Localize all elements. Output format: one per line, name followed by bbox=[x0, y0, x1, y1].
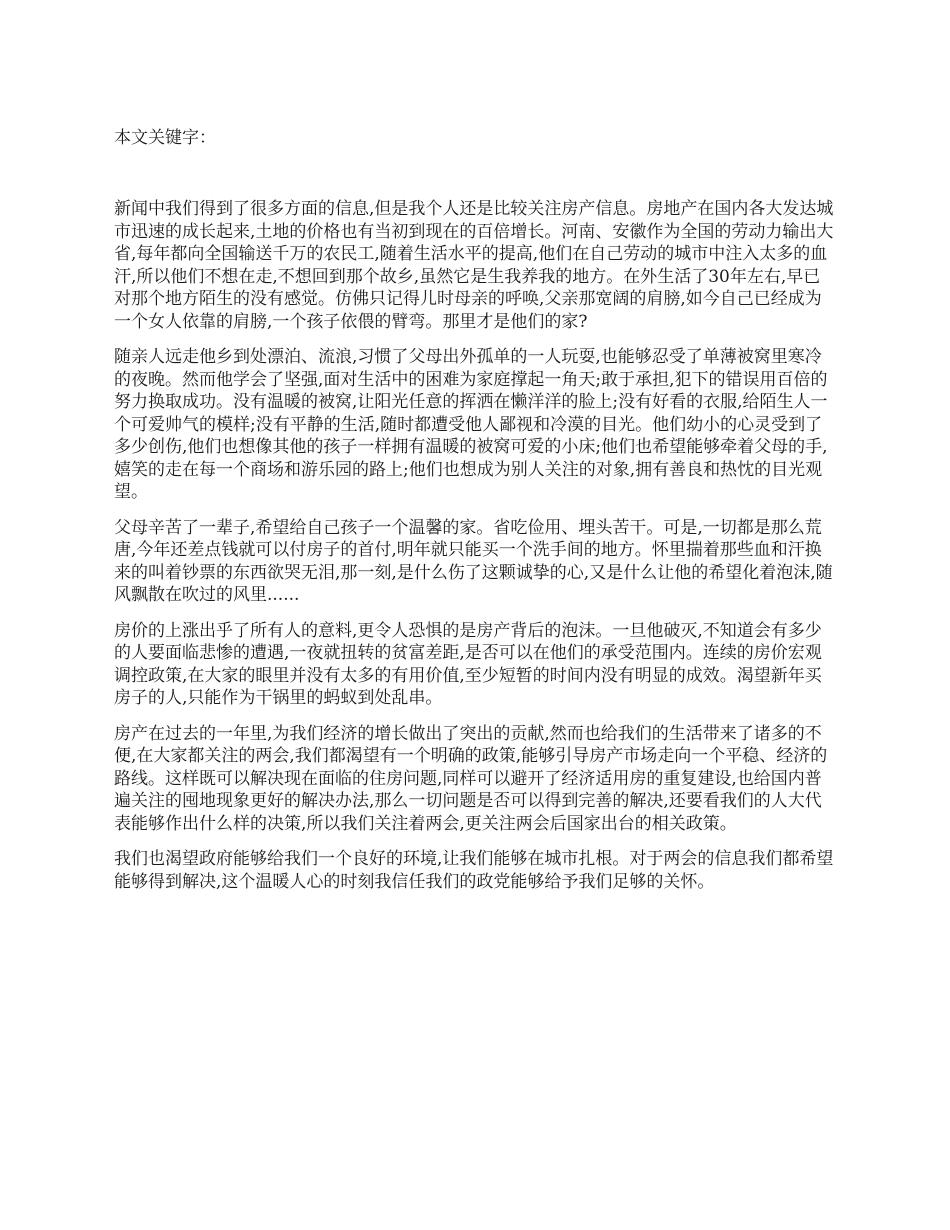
paragraph: 随亲人远走他乡到处漂泊、流浪,习惯了父母出外孤单的一人玩耍,也能够忍受了单薄被窝里寒冷的夜晚。然而他学会了坚强,面对生活中的困难为家庭撑起一角天;敢于承担,犯下的错误用百倍的努力换取成功。没有温暖的被窝,让阳光任意的挥洒在懒洋洋的脸上;没有好看的衣服,给陌生人一个可爱帅气的模样;没有平静的生活,随时都遭受他人鄙视和冷漠的目光。他们幼小的心灵受到了多少创伤,他们也想像其他的孩子一样拥有温暖的被窝可爱的小床;他们也希望能够牵着父母的手,嬉笑的走在每一个商场和游乐园的路上;他们也想成为别人关注的对象,拥有善良和热忱的目光观望。 bbox=[114, 347, 828, 502]
article-text bbox=[114, 198, 836, 893]
keywords-label: 本文关键字： bbox=[114, 128, 216, 148]
paragraph: 我们也渴望政府能够给我们一个良好的环境,让我们能够在城市扎根。对于两会的信息我们都希望能够得到解决,这个温暖人心的时刻我信任我们的政党能够给予我们足够的关怀。 bbox=[114, 849, 834, 892]
paragraph: 房产在过去的一年里,为我们经济的增长做出了突出的贡献,然而也给我们的生活带来了诸多的不便,在大家都关注的两会,我们都渴望有一个明确的政策,能够引导房产市场走向一个平稳、经济的路线。这样既可以解决现在面临的住房问题,同样可以避开了经济适用房的重复建设,也给国内普遍关注的囤地现象更好的解决办法,那么一切问题是否可以得到完善的解决,还要看我们的人大代表能够作出什么样的决策,所以我们关注着两会,更关注两会后国家出台的相关政策。 bbox=[114, 723, 828, 834]
paragraph: 房价的上涨出乎了所有人的意料,更令人恐惧的是房产背后的泡沫。一旦他破灭,不知道会有多少的人要面临悲惨的遭遇,一夜就扭转的贫富差距,是否可以在他们的承受范围内。连续的房价宏观调控政策,在大家的眼里并没有太多的有用价值,至少短暂的时间内没有明显的成效。渴望新年买房子的人,只能作为干锅里的蚂蚁到处乱串。 bbox=[114, 620, 822, 708]
document-body bbox=[114, 127, 836, 906]
paragraph: 父母辛苦了一辈子,希望给自己孩子一个温馨的家。省吃俭用、埋头苦干。可是,一切都是那么荒唐,今年还差点钱就可以付房子的首付,明年就只能买一个洗手间的地方。怀里揣着那些血和汗换来的叫着钞票的东西欲哭无泪,那一刻,是什么伤了这颗诚挚的心,又是什么让他的希望化着泡沫,随风飘散在吹过的风里...... bbox=[114, 517, 833, 605]
paragraph: 新闻中我们得到了很多方面的信息,但是我个人还是比较关注房产信息。房地产在国内各大发达城市迅速的成长起来,土地的价格也有当初到现在的百倍增长。河南、安徽作为全国的劳动力输出大省,每年都向全国输送千万的农民工,随着生活水平的提高,他们在自己劳动的城市中注入太多的血汗,所以他们不想在走,不想回到那个故乡,虽然它是生我养我的地方。在外生活了30年左右,早已对那个地方陌生的没有感觉。仿佛只记得儿时母亲的呼唤,父亲那宽阔的肩膀,如今自己已经成为一个女人依靠的肩膀,一个孩子依偎的臂弯。那里才是他们的家? bbox=[114, 199, 834, 332]
